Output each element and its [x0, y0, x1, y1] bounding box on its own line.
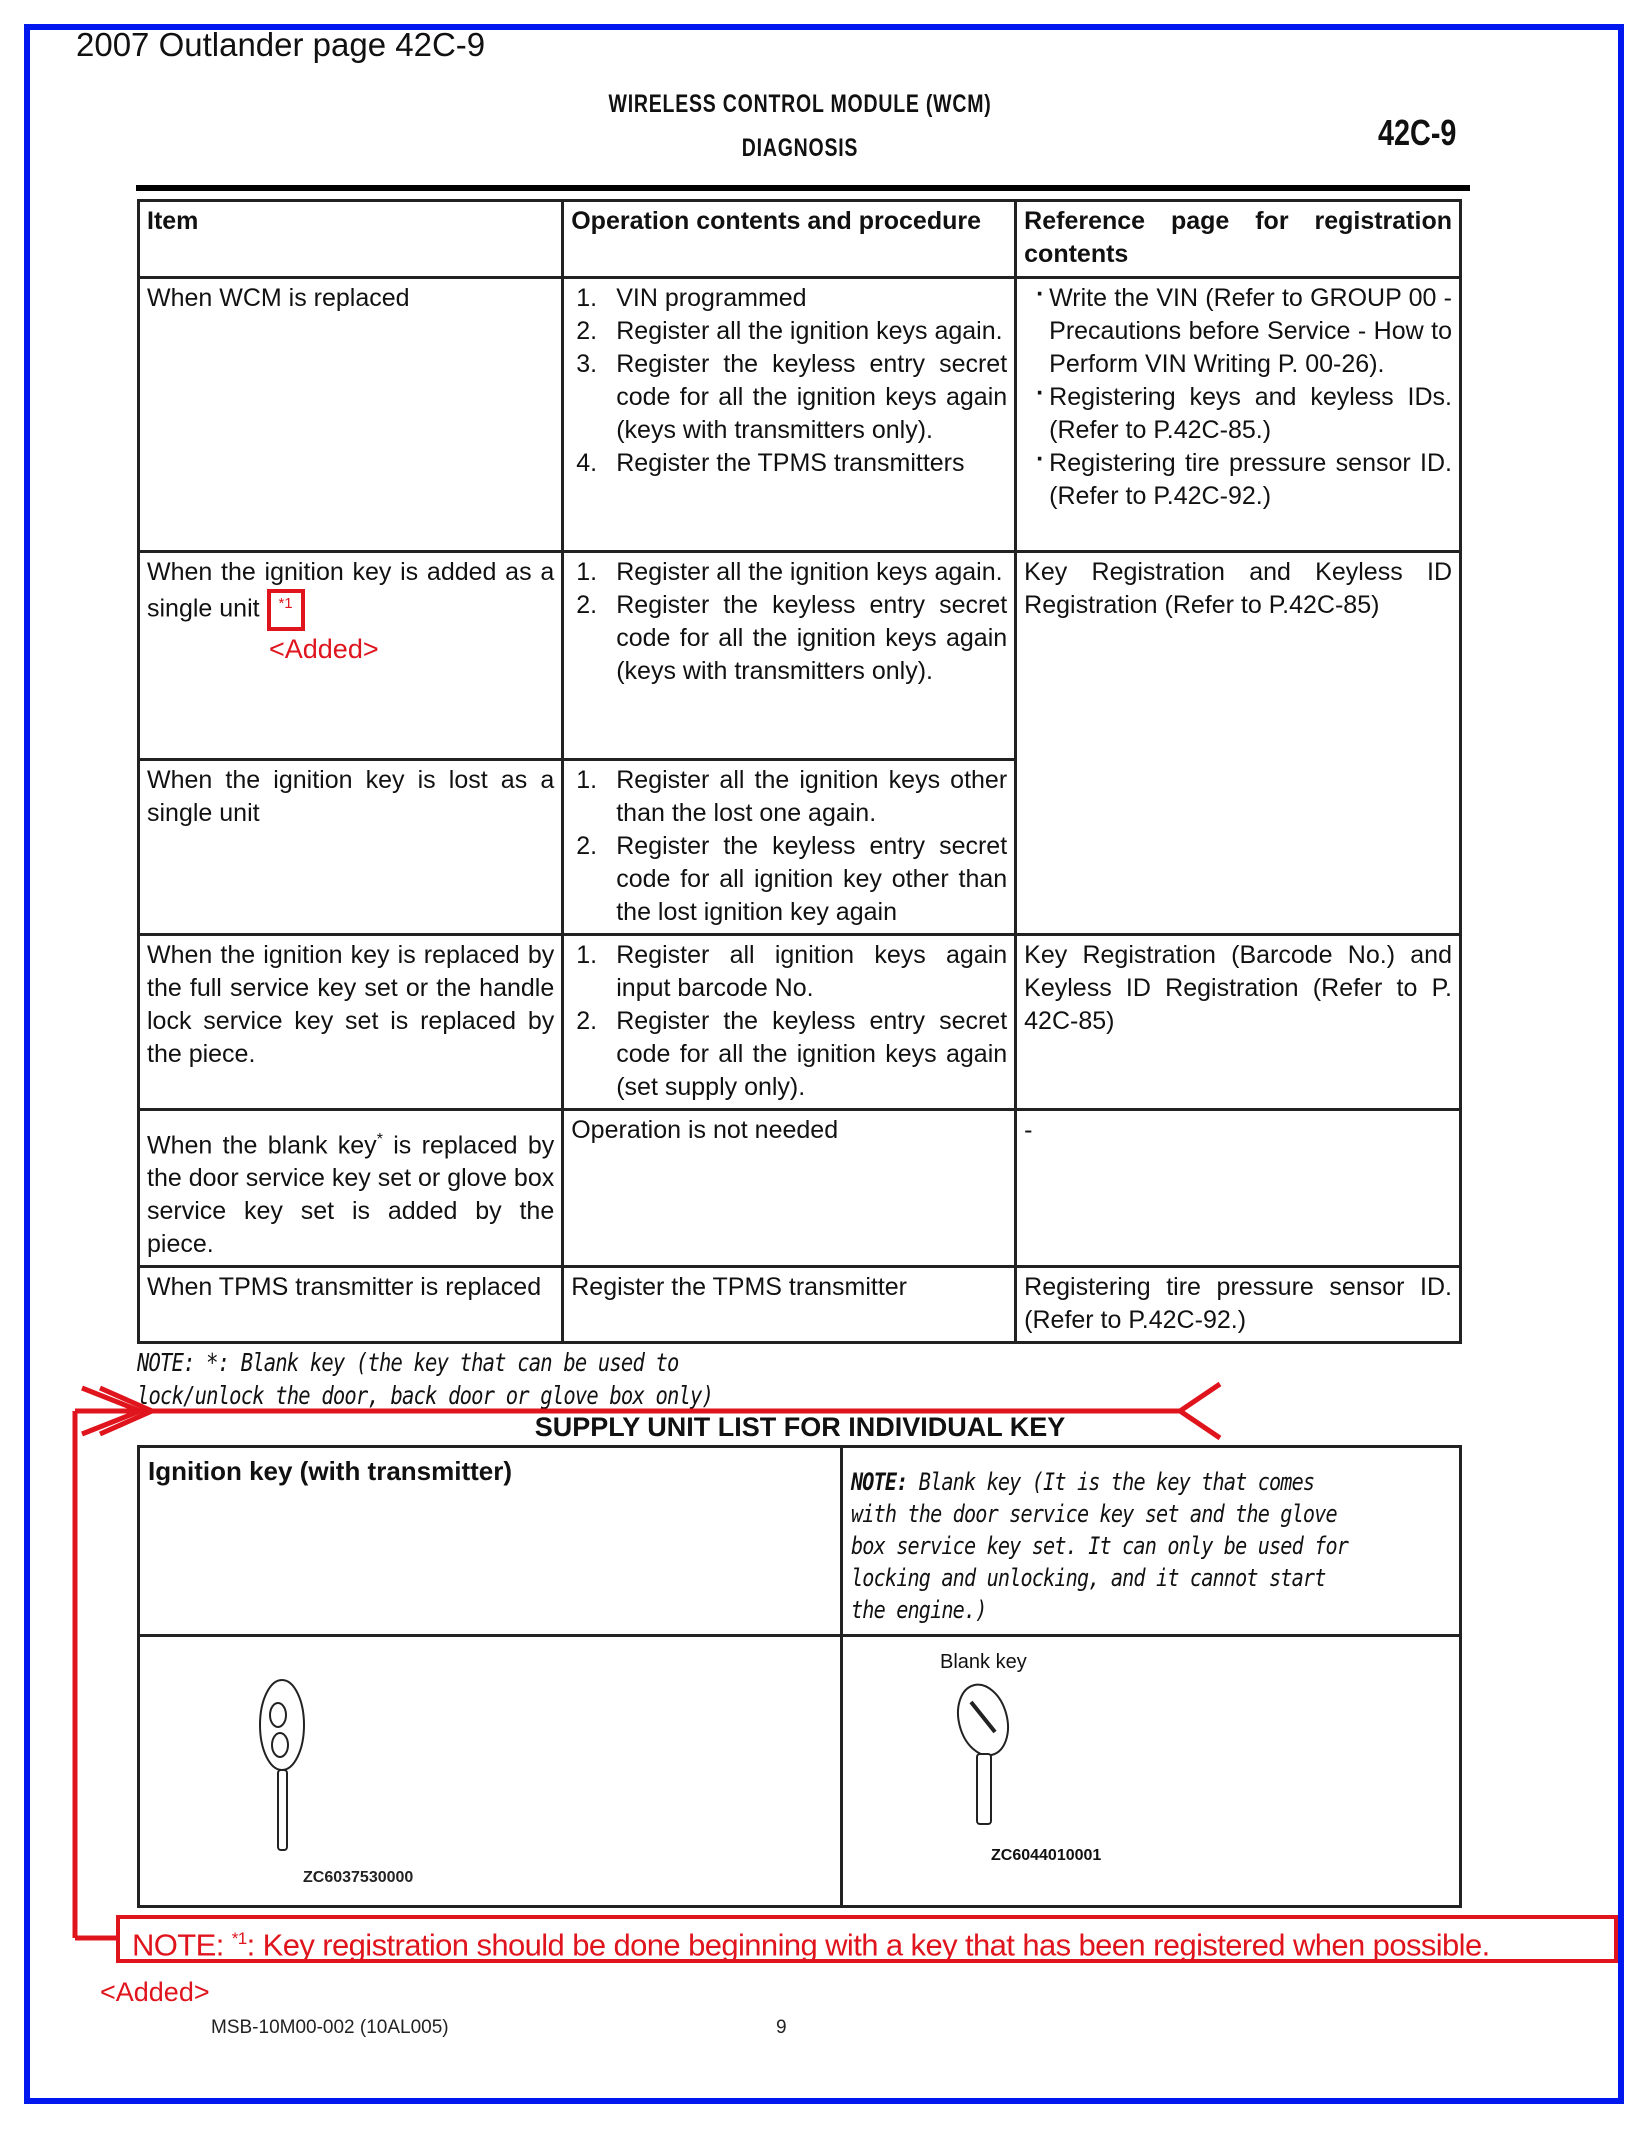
section-header: WIRELESS CONTROL MODULE (WCM) — [608, 90, 992, 118]
reference-cell: · Write the VIN (Refer to GROUP 00 - Precautions before Service - How to Perform VIN Writing P. 00-26). · Registering keys and keyless IDs. (Refer to P.42C-85.) · Registering tire pressure sensor ID. (Refer to P.42C-92.) — [1016, 278, 1461, 552]
added-label: <Added> — [100, 1977, 210, 2007]
blank-key-note-cell: NOTE: Blank key (It is the key that comes with the door service key set and the glove box service key set. It can only be used for locking and unlocking, and it cannot start the engine.) — [842, 1447, 1461, 1636]
blank-key-label: Blank key — [940, 1651, 1027, 1673]
footer-page-number: 9 — [776, 2017, 787, 2038]
column-header: Item — [139, 201, 563, 278]
item-cell: When the ignition key is lost as a single unit — [139, 760, 563, 935]
reference-cell: - — [1016, 1110, 1461, 1267]
item-cell: When the ignition key is added as a single unit *1 <Added> — [139, 552, 563, 760]
operation-cell: Operation is not needed — [563, 1110, 1016, 1267]
ignition-key-image-cell — [139, 1636, 842, 1907]
reference-cell: Key Registration and Keyless ID Registration (Refer to P.42C-85) — [1016, 552, 1461, 935]
ignition-key-code: ZC6037530000 — [303, 1869, 414, 1886]
blank-key-code: ZC6044010001 — [991, 1847, 1102, 1864]
column-header: Reference page for registration contents — [1016, 201, 1461, 278]
operation-cell: Register the TPMS transmitter — [563, 1267, 1016, 1343]
document-title: 2007 Outlander page 42C-9 — [76, 26, 486, 63]
operation-cell: 1. VIN programmed 2. Register all the ignition keys again. 3. Register the keyless entry secret code for all the ignition keys again (keys with transmitters only). 4. Register the TPMS transmitters — [563, 278, 1016, 552]
column-header: Operation contents and procedure — [563, 201, 1016, 278]
supply-table — [137, 1445, 1462, 1908]
operation-cell: 1. Register all the ignition keys other than the lost one again. 2. Register the keyless entry secret code for all ignition key other than the lost ignition key again — [563, 760, 1016, 935]
page-number-header: 42C-9 — [1378, 112, 1457, 153]
blank-key-icon — [953, 1682, 1023, 1832]
registration-note: NOTE: $^{*1}$: Key registration should be done beginning with a key that has been registered when possible. — [116, 1915, 1618, 1963]
marker-box: *1 — [267, 589, 305, 631]
section-subheader: DIAGNOSIS — [741, 134, 859, 162]
operation-cell: 1. Register all ignition keys again input barcode No. 2. Register the keyless entry secret code for all the ignition keys again (set supply only). — [563, 935, 1016, 1110]
supply-list-title: SUPPLY UNIT LIST FOR INDIVIDUAL KEY — [534, 1412, 1066, 1442]
blank-key-image-cell — [842, 1636, 1461, 1907]
reference-cell: Key Registration (Barcode No.) and Keyless ID Registration (Refer to P. 42C-85) — [1016, 935, 1461, 1110]
item-cell: When the ignition key is replaced by the full service key set or the handle lock service key set is replaced by the piece. — [139, 935, 563, 1110]
item-cell: When WCM is replaced — [139, 278, 563, 552]
operation-cell: 1. Register all the ignition keys again. 2. Register the keyless entry secret code for all the ignition keys again (keys with transmitters only). — [563, 552, 1016, 760]
reference-cell: Registering tire pressure sensor ID. (Refer to P.42C-92.) — [1016, 1267, 1461, 1343]
item-cell: When TPMS transmitter is replaced — [139, 1267, 563, 1343]
item-cell: When the blank key* is replaced by the door service key set or glove box service key set is added by the piece. — [139, 1110, 563, 1267]
ignition-key-icon — [250, 1675, 330, 1855]
blank-key-note: NOTE: *: Blank key (the key that can be used to lock/unlock the door, back door or glove box only) — [137, 1348, 714, 1410]
ignition-key-header: Ignition key (with transmitter) — [139, 1447, 842, 1636]
footer-doc-code: MSB-10M00-002 (10AL005) — [211, 2017, 449, 2038]
added-label: <Added> — [269, 634, 379, 664]
